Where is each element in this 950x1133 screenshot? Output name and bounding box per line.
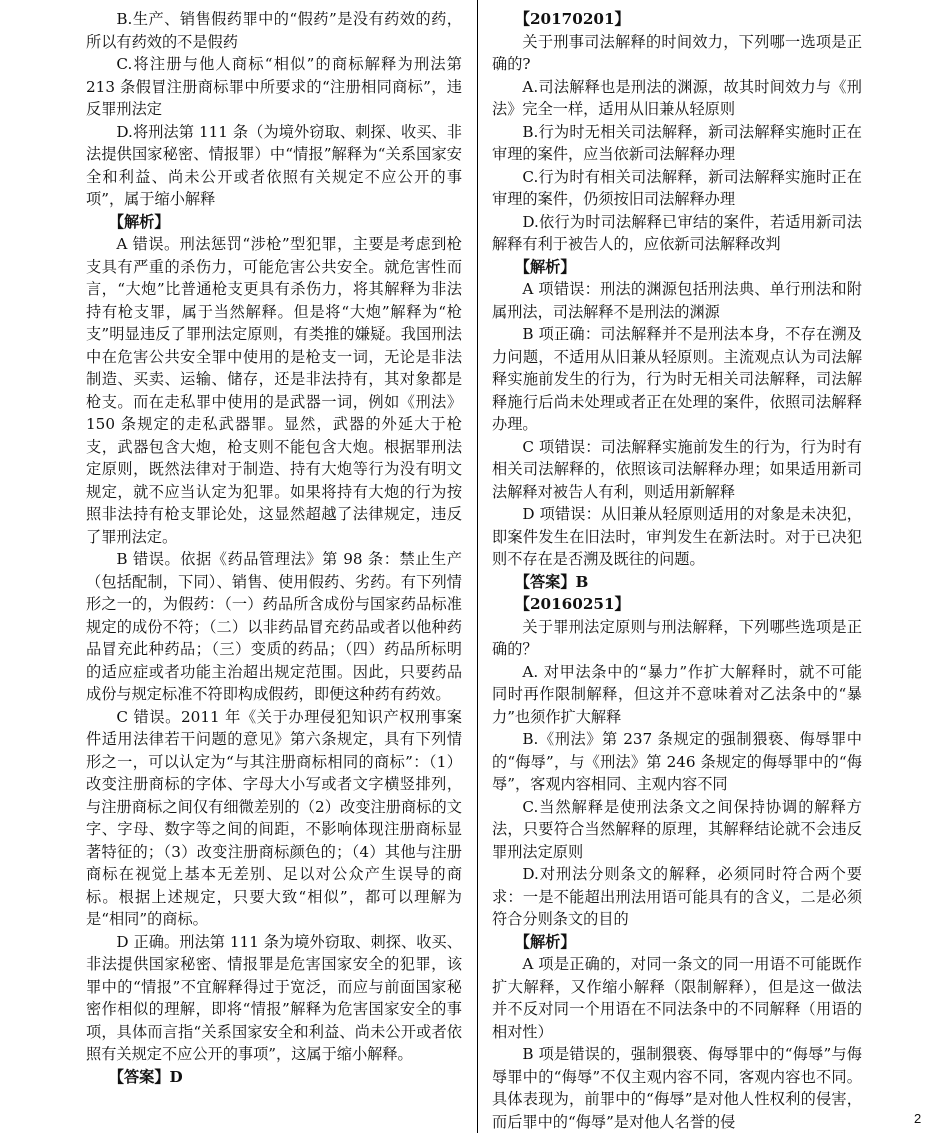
paragraph: 关于刑事司法解释的时间效力，下列哪一选项是正确的? — [492, 32, 862, 73]
paragraph: D.对刑法分则条文的解释，必须同时符合两个要求：一是不能超出刑法用语可能具有的含义，二是必须符合分则条文的目的 — [492, 865, 862, 928]
paragraph: B 项是错误的，强制猥亵、侮辱罪中的“侮辱”与侮辱罪中的“侮辱”不仅主观内容不同，客观内容也不同。具体表现为，前罪中的“侮辱”是对他人性权利的侵害，而后罪中的“侮辱”是对他人名誉的侵 — [492, 1045, 862, 1131]
paragraph: A 错误。刑法惩罚“涉枪”型犯罪，主要是考虑到枪支具有严重的杀伤力，可能危害公共安全。就危害性而言，“大炮”比普通枪支更具有杀伤力，将其解释为非法持有枪支罪，属于当然解释。但是将“大炮”解释为“枪支”明显违反了罪刑法定原则，有类推的嫌疑。我国刑法中在危害公共安全罪中使用的是枪支一词，无论是非法制造、买卖、运输、储存，还是非法持有，其对象都是枪支。而在走私罪中使用的是武器一词，例如《刑法》150 条规定的走私武器罪。显然，武器的外延大于枪支，武器包含大炮，枪支则不能包含大炮。根据罪刑法定原则，既然法律对于制造、持有大炮等行为没有明文规定，就不应当认定为犯罪。如果将持有大炮的行为按照非法持有枪支罪论处，这显然超越了法律规定，违反了罪刑法定。 — [86, 235, 462, 546]
paragraph: D 项错误：从旧兼从轻原则适用的对象是未决犯，即案件发生在旧法时，审判发生在新法时。对于已决犯则不存在是否溯及既往的问题。 — [492, 505, 862, 568]
paragraph: B.行为时无相关司法解释，新司法解释实施时正在审理的案件，应当依新司法解释办理 — [492, 122, 862, 163]
paragraph: C.行为时有相关司法解释，新司法解释实施时正在审理的案件，仍须按旧司法解释办理 — [492, 167, 862, 208]
section-heading: 【解析】 — [108, 212, 170, 231]
paragraph: C.将注册与他人商标“相似”的商标解释为刑法第 213 条假冒注册商标罪中所要求的“注册相同商标”，违反罪刑法定 — [86, 55, 462, 118]
paragraph: B.《刑法》第 237 条规定的强制猥亵、侮辱罪中的“侮辱”，与《刑法》第 246 条规定的侮辱罪中的“侮辱”，客观内容相同、主观内容不同 — [492, 730, 862, 793]
paragraph: D.将刑法第 111 条（为境外窃取、刺探、收买、非法提供国家秘密、情报罪）中“情报”解释为“关系国家安全和利益、尚未公开或者依照有关规定不应公开的事项”，属于缩小解释 — [86, 122, 462, 208]
paragraph: D.依行为时司法解释已审结的案件，若适用新司法解释有利于被告人的，应依新司法解释改判 — [492, 212, 862, 253]
question-id: 【20170201】 — [514, 10, 630, 28]
paragraph: D 正确。刑法第 111 条为境外窃取、刺探、收买、非法提供国家秘密、情报罪是危害国家安全的犯罪，该罪中的“情报”不宜解释得过于宽泛，而应与前面国家秘密作相似的理解，即将“情报”解释为危害国家安全的事项，具体而言指“关系国家安全和利益、尚未公开或者依照有关规定不应公开的事项”，这属于缩小解释。 — [86, 932, 462, 1063]
paragraph: B 项正确：司法解释并不是刑法本身，不存在溯及力问题，不适用从旧兼从轻原则。主流观点认为司法解释实施前发生的行为，行为时无相关司法解释，司法解释施行后尚未处理或者正在处理的案件，依照司法解释办理。 — [492, 325, 862, 433]
right-column — [492, 8, 862, 1133]
paragraph: C.当然解释是使刑法条文之间保持协调的解释方法，只要符合当然解释的原理，其解释结论就不会违反罪刑法定原则 — [492, 797, 862, 861]
paragraph: 关于罪刑法定原则与刑法解释，下列哪些选项是正确的？ — [492, 617, 862, 658]
paragraph: B 错误。依据《药品管理法》第 98 条：禁止生产（包括配制，下同）、销售、使用假药、劣药。有下列情形之一的，为假药：（一）药品所含成份与国家药品标准规定的成份不符；（二）以非药品冒充药品或者以他种药品冒充此种药品；（三）变质的药品；（四）药品所标明的适应症或者功能主治超出规定范围。因此，只要药品成份与规定标准不符即构成假药，即便这种药有药效。 — [86, 550, 462, 703]
section-heading: 【解析】 — [514, 932, 576, 951]
paragraph: A 项是正确的，对同一条文的同一用语不可能既作扩大解释，又作缩小解释（限制解释），但是这一做法并不反对同一个用语在不同法条中的不同解释（用语的相对性） — [492, 955, 862, 1041]
page-number: 2 — [914, 1111, 922, 1126]
left-column — [86, 8, 462, 1088]
question-id: 【20160251】 — [514, 595, 630, 613]
paragraph: A.司法解释也是刑法的渊源，故其时间效力与《刑法》完全一样，适用从旧兼从轻原则 — [492, 77, 862, 118]
column-divider — [477, 0, 478, 1133]
paragraph: C 项错误：司法解释实施前发生的行为，行为时有相关司法解释的，依照该司法解释办理；如果适用新司法解释对被告人有利，则适用新解释 — [492, 437, 862, 501]
answer-label: 【答案】B — [514, 572, 589, 591]
paragraph: C 错误。2011 年《关于办理侵犯知识产权刑事案件适用法律若干问题的意见》第六条规定，具有下列情形之一，可以认定为“与其注册商标相同的商标”：（1）改变注册商标的字体、字母大小写或者文字横竖排列，与注册商标之间仅有细微差别的（2）改变注册商标的文字、字母、数字等之间的间距，不影响体现注册商标显著特征的；（3）改变注册商标颜色的；（4）其他与注册商标在视觉上基本无差别、足以对公众产生误导的商标。根据上述规定，只要大致“相似”，都可以理解为是“相同”的商标。 — [86, 707, 462, 928]
answer-label: 【答案】D — [108, 1067, 183, 1086]
paragraph: A 项错误：刑法的渊源包括刑法典、单行刑法和附属刑法，司法解释不是刑法的渊源 — [492, 280, 862, 321]
paragraph: A. 对甲法条中的“暴力”作扩大解释时，就不可能同时再作限制解释，但这并不意味着对乙法条中的“暴力”也须作扩大解释 — [492, 662, 862, 726]
section-heading: 【解析】 — [514, 257, 576, 276]
paragraph: B.生产、销售假药罪中的“假药”是没有药效的药，所以有药效的不是假药 — [86, 10, 462, 51]
